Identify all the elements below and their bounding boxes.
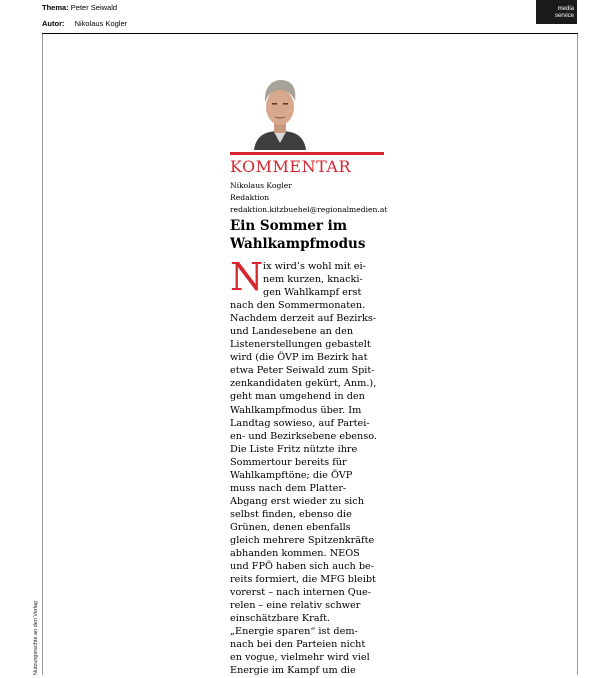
body-line: muss nach dem Platter- [230, 482, 347, 494]
article-body [230, 255, 390, 678]
author-role: Redaktion [230, 193, 270, 202]
drop-cap: N [230, 255, 264, 299]
body-line: vorerst – nach internen Que- [230, 587, 371, 599]
meta-autor [42, 19, 127, 28]
author-name: Nikolaus Kogler [230, 181, 292, 190]
frame-right-border [577, 34, 578, 675]
headline-line-1: Ein Sommer im [230, 218, 348, 234]
author-block [230, 180, 387, 216]
meta-thema [42, 3, 117, 12]
body-line: etwa Peter Seiwald zum Spit- [230, 365, 375, 377]
body-line: Abgang erst wieder zu sich [230, 495, 364, 507]
top-rule [42, 33, 578, 34]
headline-line-2: Wahlkampfmodus [230, 236, 366, 252]
body-line: „Energie sparen“ ist dem- [230, 626, 358, 638]
body-line: Nachdem derzeit auf Bezirks- [230, 313, 377, 325]
body-line: ix wird’s wohl mit ei- [263, 261, 366, 272]
author-photo [252, 77, 308, 150]
logo-line-2: service [554, 12, 574, 19]
body-line: reits formiert, die MFG bleibt [230, 574, 376, 586]
body-line: Listenerstellungen gebastelt [230, 339, 371, 351]
body-line: und FPÖ haben sich auch be- [230, 561, 375, 573]
body-line: Landtag sowieso, auf Partei- [230, 417, 370, 429]
body-line: Energie im Kampf um die [230, 665, 356, 677]
headline [230, 217, 400, 253]
body-line: geht man umgehend in den [230, 391, 365, 403]
body-line: nach den Sommermonaten. [230, 300, 366, 312]
autor-value: Nikolaus Kogler [74, 19, 128, 28]
portrait-image [252, 77, 308, 150]
body-line: Sommertour bereits für [230, 456, 347, 468]
rights-note: Nutzungsrechte an den Verlag [33, 601, 39, 675]
body-line: wird (die ÖVP im Bezirk hat [230, 352, 368, 364]
body-line: gleich mehrere Spitzenkräfte [230, 534, 375, 546]
body-line: und Landesebene an den [230, 326, 354, 338]
body-line: nach bei den Parteien nicht [230, 639, 366, 651]
body-line: gen Wahlkampf erst [263, 287, 362, 299]
body-line: relen – eine relativ schwer [230, 600, 361, 612]
body-line: Grünen, denen ebenfalls [230, 521, 351, 533]
kicker-rule [230, 152, 384, 155]
body-line: Wahlkampfmodus über. Im [230, 404, 362, 416]
body-line: en vogue, vielmehr wird viel [230, 652, 370, 664]
autor-label: Autor: [42, 19, 65, 28]
body-line: zenkandidaten gekürt, Anm.), [230, 378, 377, 390]
thema-value: Peter Seiwald [70, 3, 118, 12]
body-line: nem kurzen, knacki- [263, 274, 363, 286]
author-email: redaktion.kitzbuehel@regionalmedien.at [230, 205, 388, 214]
body-line: einschätzbare Kraft. [230, 613, 331, 625]
body-line: en- und Bezirksebene ebenso. [230, 430, 377, 442]
kicker: KOMMENTAR [230, 157, 351, 176]
logo-line-1: media [557, 6, 574, 12]
thema-label: Thema: [42, 3, 69, 12]
body-line: abhanden kommen. NEOS [230, 548, 360, 560]
body-line: Die Liste Fritz nützte ihre [230, 443, 358, 455]
body-line: Wahlkampftöne; die ÖVP [230, 469, 353, 481]
body-line: selbst finden, ebenso die [230, 508, 352, 520]
frame-left-border [42, 34, 43, 675]
media-service-logo [536, 0, 577, 24]
